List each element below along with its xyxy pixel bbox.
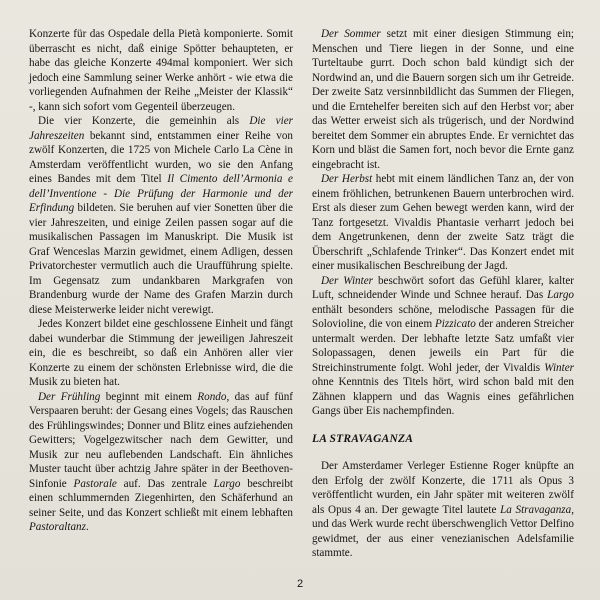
text-run: Jedes Konzert bildet eine geschlossene Einheit und fängt dabei wunderbar die Stimmung der jeweiligen Jahreszeit ein, die es beschreibt, so daß ein Anhören aller vier Konzerte zu einem der schönsten Erlebnisse wird, die die Musik zu bieten hat. — [29, 318, 293, 388]
right-column — [312, 27, 574, 561]
paragraph — [29, 114, 293, 317]
text-run: Der Winter — [321, 274, 373, 287]
text-run: . — [85, 521, 89, 533]
text-run: Rondo — [197, 390, 227, 403]
text-run: der anderen Streicher untermalt werden. Der lebhafte letzte Satz umfaßt vier Solopassagen, denen jeweils ein Part für die Streichinstrumente folgt. Wohl jeder, der Vivaldis — [312, 318, 574, 374]
section-heading: LA STRAVAGANZA — [312, 432, 414, 445]
text-run: ohne Kenntnis des Titels hört, wird schon bald mit den Zähnen klappern und das Wagnis eines gefährlichen Gangs über Eis nachempfinden. — [312, 376, 574, 417]
text-run: Der Amsterdamer Verleger Estienne Roger knüpfte an den Erfolg der zwölf Konzerte, die 1711 als Opus 3 veröffentlicht wurden, ein Jahr später mit weiteren zwölf als Opus 4 an. Der gewagte Titel lautete — [312, 460, 574, 516]
text-run: auf. Das zentrale — [116, 477, 214, 490]
paragraph — [312, 27, 574, 172]
text-run: Pizzicato — [434, 318, 476, 330]
paragraph — [29, 317, 293, 390]
page-number: 2 — [296, 578, 304, 590]
paragraph — [312, 459, 574, 561]
text-run: Der Sommer — [321, 28, 381, 40]
text-run: hebt mit einem ländlichen Tanz an, der von einem fröhlichen, betrunkenen Bauern unterbrochen wird. Erst als dieser zum Gehen bewegt werden kann, wird der Tanz fortgesetzt. Vivaldis Phantasie verharrt jedoch bei dem Angetrunkenen, denn der zweite Satz trägt die Überschrift „Schlafende Trinker“. Das Konzert endet mit einer musikalischen Beschreibung der Jagd. — [312, 173, 575, 272]
text-run: , das auf fünf Verspaaren beruht: der Gesang eines Vogels; das Rauschen des Frühlingswindes; Donner und Blitz eines aufziehenden Gewitters; Vogelgezwitscher nach dem Gewitter, und Musik zur neu auflebenden Landschaft. Ein ähnliches Muster taucht über achtzig Jahre später in der Beethoven-Sinfonie — [29, 390, 293, 490]
text-run: beschwört sofort das Gefühl klarer, kalter Luft, schneidender Winde und Schnee herauf. Das — [312, 274, 574, 301]
paragraph — [312, 172, 574, 274]
text-run: Konzerte für das Ospedale della Pietà komponierte. Somit überrascht es nicht, daß einige Spötter behaupteten, er habe das gleiche Konzerte 494mal komponiert. Wer sich jedoch eine Sammlung seiner Werke anhört - wie etwa die vorliegenden Aufnahmen der Reihe „Meister der Klassik“ -, kann sich sofort vom Gegenteil überzeugen. — [29, 28, 293, 113]
text-run: beginnt mit einem — [100, 390, 198, 403]
paragraph — [29, 27, 293, 114]
text-run: , und das Werk wurde recht überschwenglich Vettor Delfino gewidmet, der aus einer venezianischen Adelsfamilie stammte. — [312, 503, 574, 559]
paragraph — [29, 390, 293, 535]
text-run: setzt mit einer diesigen Stimmung ein; Menschen und Tiere liegen in der Sonne, und eine Turteltaube gurrt. Doch schon bald kündigt sich der Nordwind an, und die Bauern sorgen sich um ihr Getreide. Der zweite Satz versinnbildlicht das Summen der Fliegen, und die Erntehelfer bereiten sich auf den Herbst vor; aber das Wetter erweist sich als trügerisch, und der Nordwind bereitet dem Sommer ein abruptes Ende. Er vernichtet das Korn und bläst die Samen fort, noch bevor die Ernte ganz eingebracht ist. — [312, 28, 574, 171]
text-run: Die vier Jahreszeiten — [29, 115, 293, 142]
text-run: enthält besonders schöne, melodische Passagen für die Solovioline, die von einem — [312, 303, 574, 330]
text-run: Winter — [544, 361, 574, 374]
text-run: Largo — [213, 477, 241, 490]
text-run: Il Cimento dell’Armonia e dell’Inventione - Die Prüfung der Harmonie und der Erfindung — [29, 173, 294, 214]
text-run: beschreibt einen schlummernden Ziegenhirten, den Schäferhund an seiner Seite, und das Konzert schließt mit einem lebhaften — [29, 477, 293, 519]
left-column — [29, 27, 293, 535]
text-run: Die vier Konzerte, die gemeinhin als — [38, 115, 250, 127]
text-run: bildeten. Sie beruhen auf vier Sonetten über die vier Jahreszeiten, und einige Zeilen passen sogar auf die musikalischen Passagen im Manuskript. Die Musik ist Graf Wenceslas Marzin gewidmet, einem Adligen, dessen Privatorchester vermutlich auch die Uraufführung spielte. Im Gegensatz zum undankbaren Markgrafen von Brandenburg wurde der Name des Grafen Marzin durch diese Meisterwerke leider nicht verewigt. — [29, 202, 293, 316]
text-run: Largo — [547, 289, 574, 301]
text-run: La Stravaganza — [500, 503, 572, 516]
text-run: Der Frühling — [38, 390, 101, 403]
text-run: Pastoraltanz — [29, 521, 86, 533]
text-run: Pastorale — [73, 477, 117, 490]
text-run: Der Herbst — [321, 173, 373, 185]
text-run: bekannt sind, entstammen einer Reihe von zwölf Konzerten, die 1725 von Michele Carlo La Cène in Amsterdam veröffentlicht wurden, wo sie den Anfang eines Bandes mit dem Titel — [29, 129, 293, 185]
paragraph — [312, 274, 574, 419]
